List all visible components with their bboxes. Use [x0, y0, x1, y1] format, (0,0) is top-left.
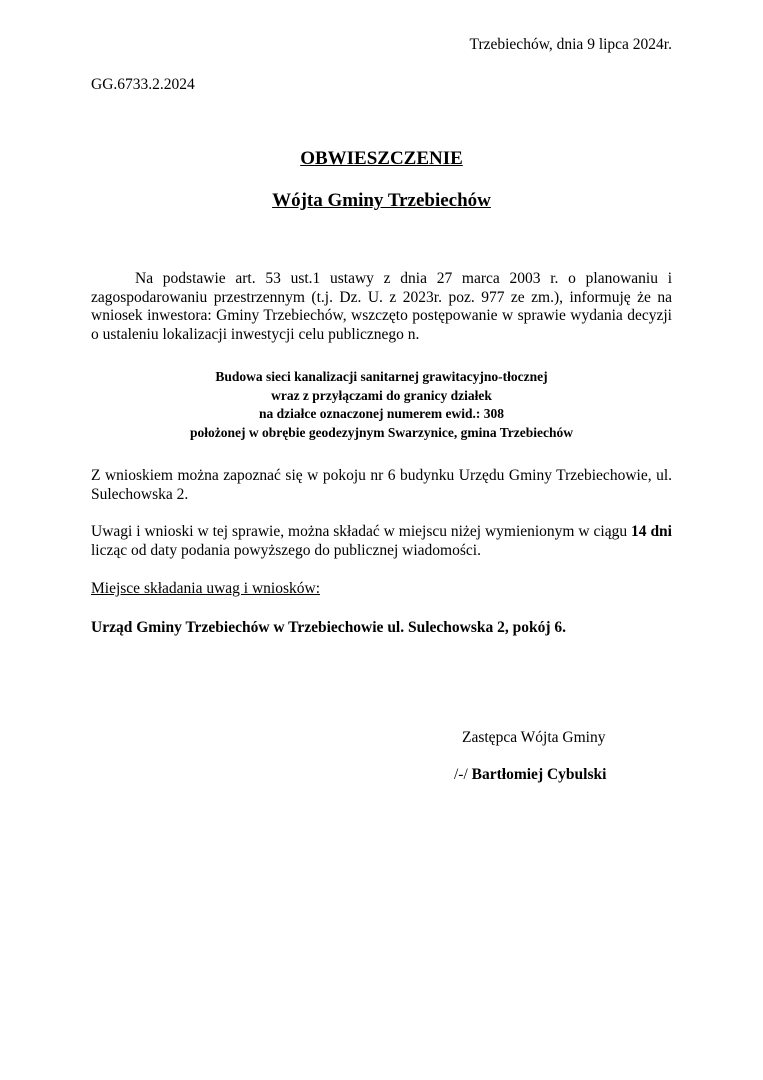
investment-subject — [91, 368, 672, 442]
subject-line: na działce oznaczonej numerem ewid.: 308 — [259, 406, 504, 421]
document-date: Trzebiechów, dnia 9 lipca 2024r. — [469, 36, 672, 53]
signatory — [454, 766, 606, 784]
document-subtitle: Wójta Gminy Trzebiechów — [272, 190, 491, 211]
document-title: OBWIESZCZENIE — [300, 148, 463, 169]
signatory-name: Bartłomiej Cybulski — [471, 766, 607, 783]
inspection-paragraph: Z wnioskiem można zapoznać się w pokoju nr 6 budynku Urzędu Gminy Trzebiechowie, ul. Sulechowska 2. — [91, 467, 672, 503]
signature-prefix: /-/ — [454, 766, 468, 783]
legal-basis-paragraph: Na podstawie art. 53 ust.1 ustawy z dnia 27 marca 2003 r. o planowaniu i zagospodarowaniu przestrzennym (t.j. Dz. U. z 2023r. poz. 977 ze zm.), informuję że na wniosek inwestora: Gminy Trzebiechów, wszczęto postępowanie w sprawie wydania decyzji o ustaleniu lokalizacji inwestycji celu publicznego n. — [91, 270, 672, 343]
subject-line: Budowa sieci kanalizacji sanitarnej grawitacyjno-tłocznej — [215, 369, 548, 384]
subject-line: położonej w obrębie geodezyjnym Swarzynice, gmina Trzebiechów — [189, 424, 574, 440]
deadline-days: 14 dni — [631, 523, 672, 540]
subject-line: wraz z przyłączami do granicy działek — [271, 387, 492, 403]
submission-place: Urząd Gminy Trzebiechów w Trzebiechowie ul. Sulechowska 2, pokój 6. — [91, 619, 567, 636]
reference-number: GG.6733.2.2024 — [91, 76, 195, 93]
signatory-role: Zastępca Wójta Gminy — [462, 729, 606, 746]
comments-paragraph — [91, 523, 672, 560]
comments-text-end: licząc od daty podania powyższego do publicznej wiadomości. — [91, 541, 481, 559]
comments-text-start: Uwagi i wnioski w tej sprawie, można składać w miejscu niżej wymienionym w ciągu — [91, 523, 628, 540]
submission-place-label: Miejsce składania uwag i wniosków: — [91, 580, 321, 597]
